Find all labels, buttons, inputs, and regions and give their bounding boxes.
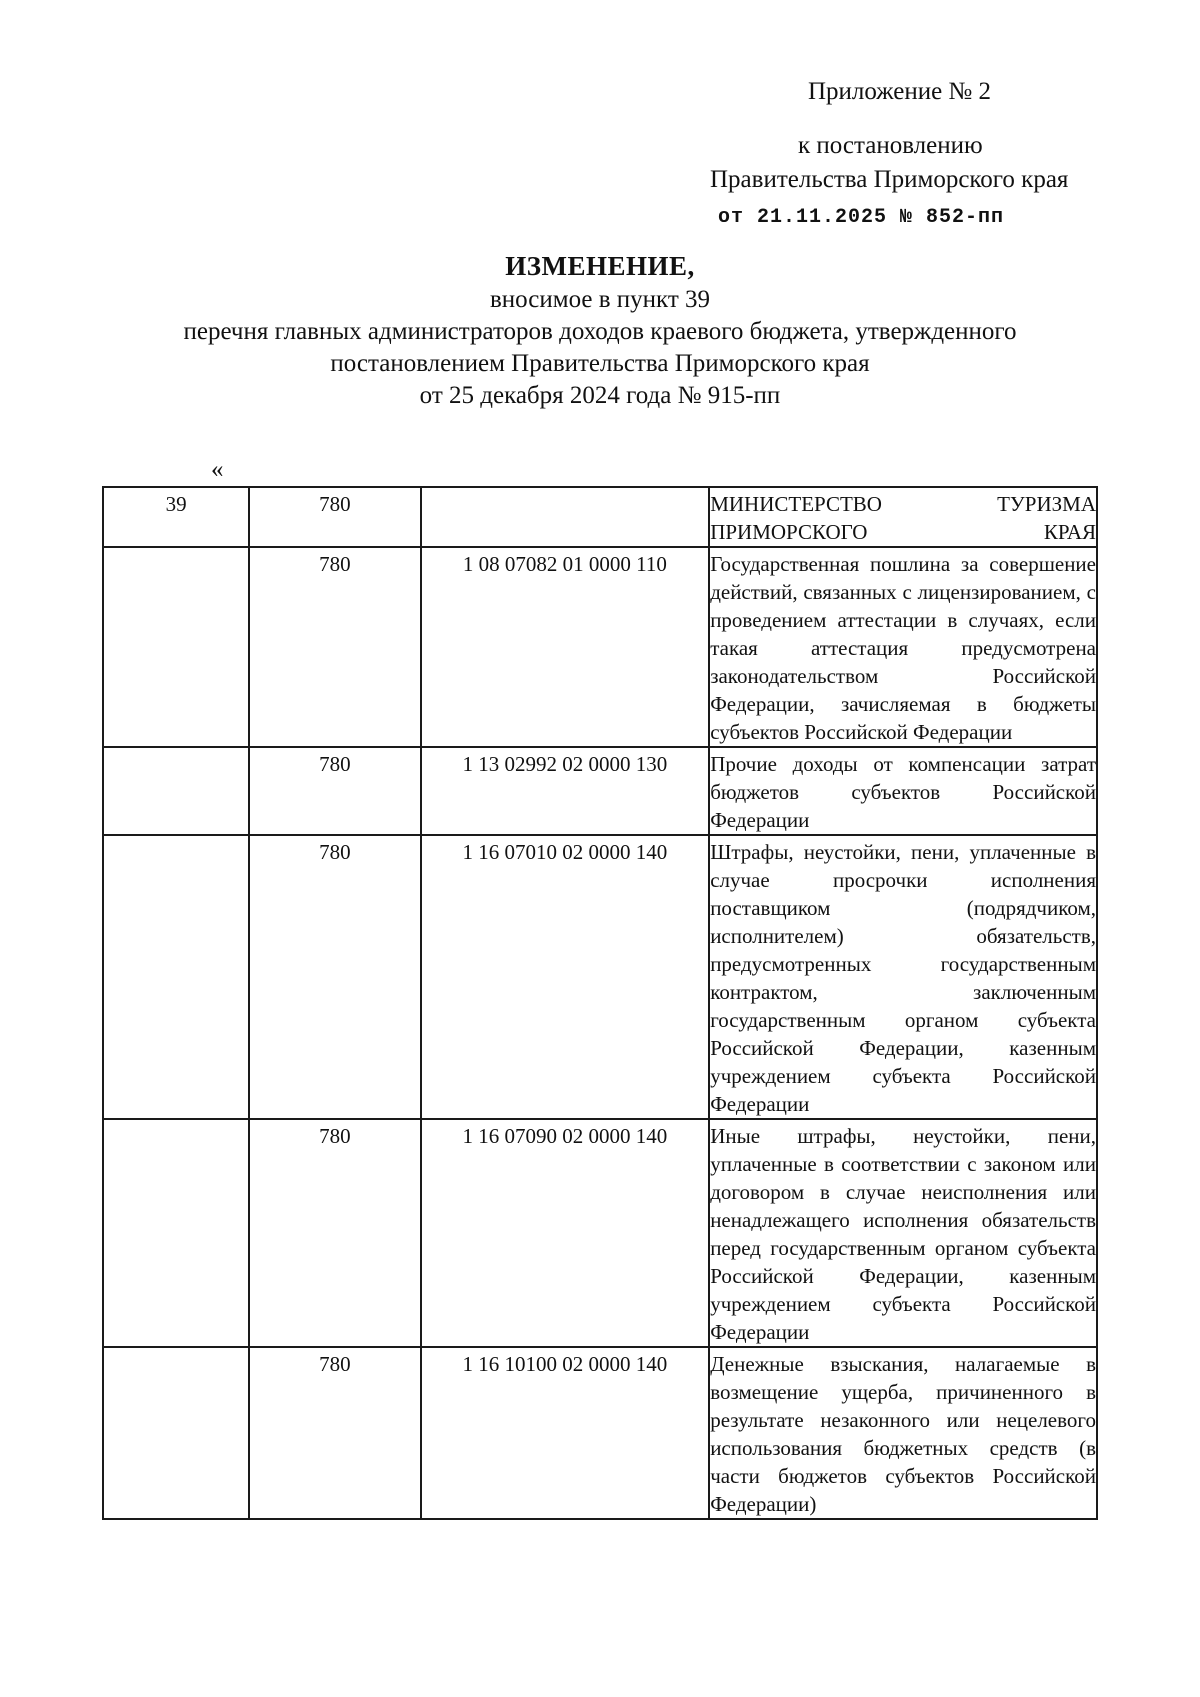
cell-item-number bbox=[103, 1347, 249, 1519]
cell-name: Иные штрафы, неустойки, пени, уплаченные в соответствии с законом или договором в случае неисполнения или ненадлежащего исполнения обязательств перед государственным органом субъекта Российской Федерации, казенным учреждением субъекта Российской Федерации bbox=[709, 1119, 1097, 1347]
title-subline-point: вносимое в пункт 39 bbox=[489, 286, 711, 313]
appendix-date-number: от 21.11.2025 № 852-пп bbox=[718, 206, 1005, 229]
cell-item-number: 39 bbox=[103, 487, 249, 547]
title-subline-list: перечня главных администраторов доходов краевого бюджета, утвержденного bbox=[183, 318, 1017, 345]
cell-revenue-code: 1 16 07090 02 0000 140 bbox=[421, 1119, 710, 1347]
document-title-block bbox=[0, 250, 1200, 412]
cell-admin-code: 780 bbox=[249, 747, 420, 835]
table-row bbox=[103, 547, 1097, 747]
appendix-number: Приложение № 2 bbox=[808, 78, 992, 105]
cell-admin-code: 780 bbox=[249, 547, 420, 747]
cell-item-number bbox=[103, 835, 249, 1119]
open-quote-mark: « bbox=[211, 456, 224, 483]
cell-revenue-code: 1 08 07082 01 0000 110 bbox=[421, 547, 710, 747]
cell-admin-code: 780 bbox=[249, 487, 420, 547]
cell-item-number bbox=[103, 1119, 249, 1347]
cell-admin-code: 780 bbox=[249, 1119, 420, 1347]
cell-name: Государственная пошлина за совершение действий, связанных с лицензированием, с проведением аттестации в случаях, если такая аттестация предусмотрена законодательством Российской Федерации, зачисляемая в бюджеты субъектов Российской Федерации bbox=[709, 547, 1097, 747]
table-row bbox=[103, 1119, 1097, 1347]
cell-name: Денежные взыскания, налагаемые в возмещение ущерба, причиненного в результате незаконного или нецелевого использования бюджетных средств (в части бюджетов субъектов Российской Федерации) bbox=[709, 1347, 1097, 1519]
table-row bbox=[103, 487, 1097, 547]
title-subline-resolution: постановлением Правительства Приморского края bbox=[330, 350, 870, 377]
cell-revenue-code: 1 16 07010 02 0000 140 bbox=[421, 835, 710, 1119]
table-row bbox=[103, 1347, 1097, 1519]
cell-item-number bbox=[103, 747, 249, 835]
cell-revenue-code bbox=[421, 487, 710, 547]
appendix-header bbox=[680, 75, 1150, 235]
appendix-resolution-ref: к постановлению bbox=[798, 132, 983, 159]
appendix-issuer: Правительства Приморского края bbox=[710, 166, 1069, 193]
cell-admin-code: 780 bbox=[249, 1347, 420, 1519]
table-row bbox=[103, 835, 1097, 1119]
revenue-administrators-table bbox=[102, 486, 1098, 1520]
cell-item-number bbox=[103, 547, 249, 747]
document-title: ИЗМЕНЕНИЕ, bbox=[505, 251, 695, 281]
cell-revenue-code: 1 13 02992 02 0000 130 bbox=[421, 747, 710, 835]
table-row bbox=[103, 747, 1097, 835]
title-subline-date: от 25 декабря 2024 года № 915-пп bbox=[419, 382, 781, 409]
cell-name: Штрафы, неустойки, пени, уплаченные в случае просрочки исполнения поставщиком (подрядчиком, исполнителем) обязательств, предусмотренных государственным контрактом, заключенным государственным органом субъекта Российской Федерации, казенным учреждением субъекта Российской Федерации bbox=[709, 835, 1097, 1119]
cell-name: Прочие доходы от компенсации затрат бюджетов субъектов Российской Федерации bbox=[709, 747, 1097, 835]
cell-admin-code: 780 bbox=[249, 835, 420, 1119]
cell-name: МИНИСТЕРСТВО ТУРИЗМА ПРИМОРСКОГО КРАЯ bbox=[709, 487, 1097, 547]
cell-revenue-code: 1 16 10100 02 0000 140 bbox=[421, 1347, 710, 1519]
